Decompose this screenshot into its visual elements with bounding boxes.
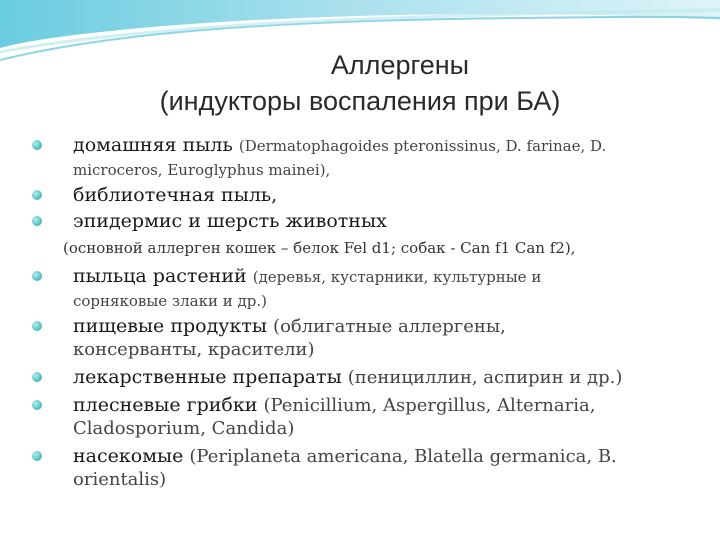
list-item: пыльца растений (деревья, кустарники, культурные и сорняковые злаки и др.) <box>73 265 542 310</box>
bullet-icon <box>32 372 42 382</box>
bullet-icon <box>32 216 42 226</box>
list-item: пищевые продукты (облигатные аллергены, консерванты, красители) <box>73 315 506 360</box>
bullet-icon <box>32 451 42 461</box>
bullet-icon <box>32 190 42 200</box>
list-item-note: (основной аллерген кошек – белок Fel d1; собак - Can f1 Can f2), <box>63 239 576 257</box>
bullet-icon <box>32 140 42 150</box>
bullet-icon <box>32 400 42 410</box>
list-item: плесневые грибки (Penicillium, Aspergillus, Alternaria, Cladosporium, Candida) <box>73 394 596 439</box>
bullet-icon <box>32 321 42 331</box>
list-item: эпидермис и шерсть животных <box>73 210 387 232</box>
title-line-1: Аллергены <box>330 50 470 80</box>
title-line-2: (индукторы воспаления при БА) <box>159 86 561 116</box>
list-item: насекомые (Periplaneta americana, Blatella germanica, B. orientalis) <box>73 445 617 490</box>
list-item: библиотечная пыль, <box>73 184 278 206</box>
list-item: домашняя пыль (Dermatophagoides pteronissinus, D. farinae, D. microceros, Euroglyphus mainei), <box>73 134 607 179</box>
bullet-icon <box>32 271 42 281</box>
list-item: лекарственные препараты (пенициллин, аспирин и др.) <box>73 366 623 388</box>
